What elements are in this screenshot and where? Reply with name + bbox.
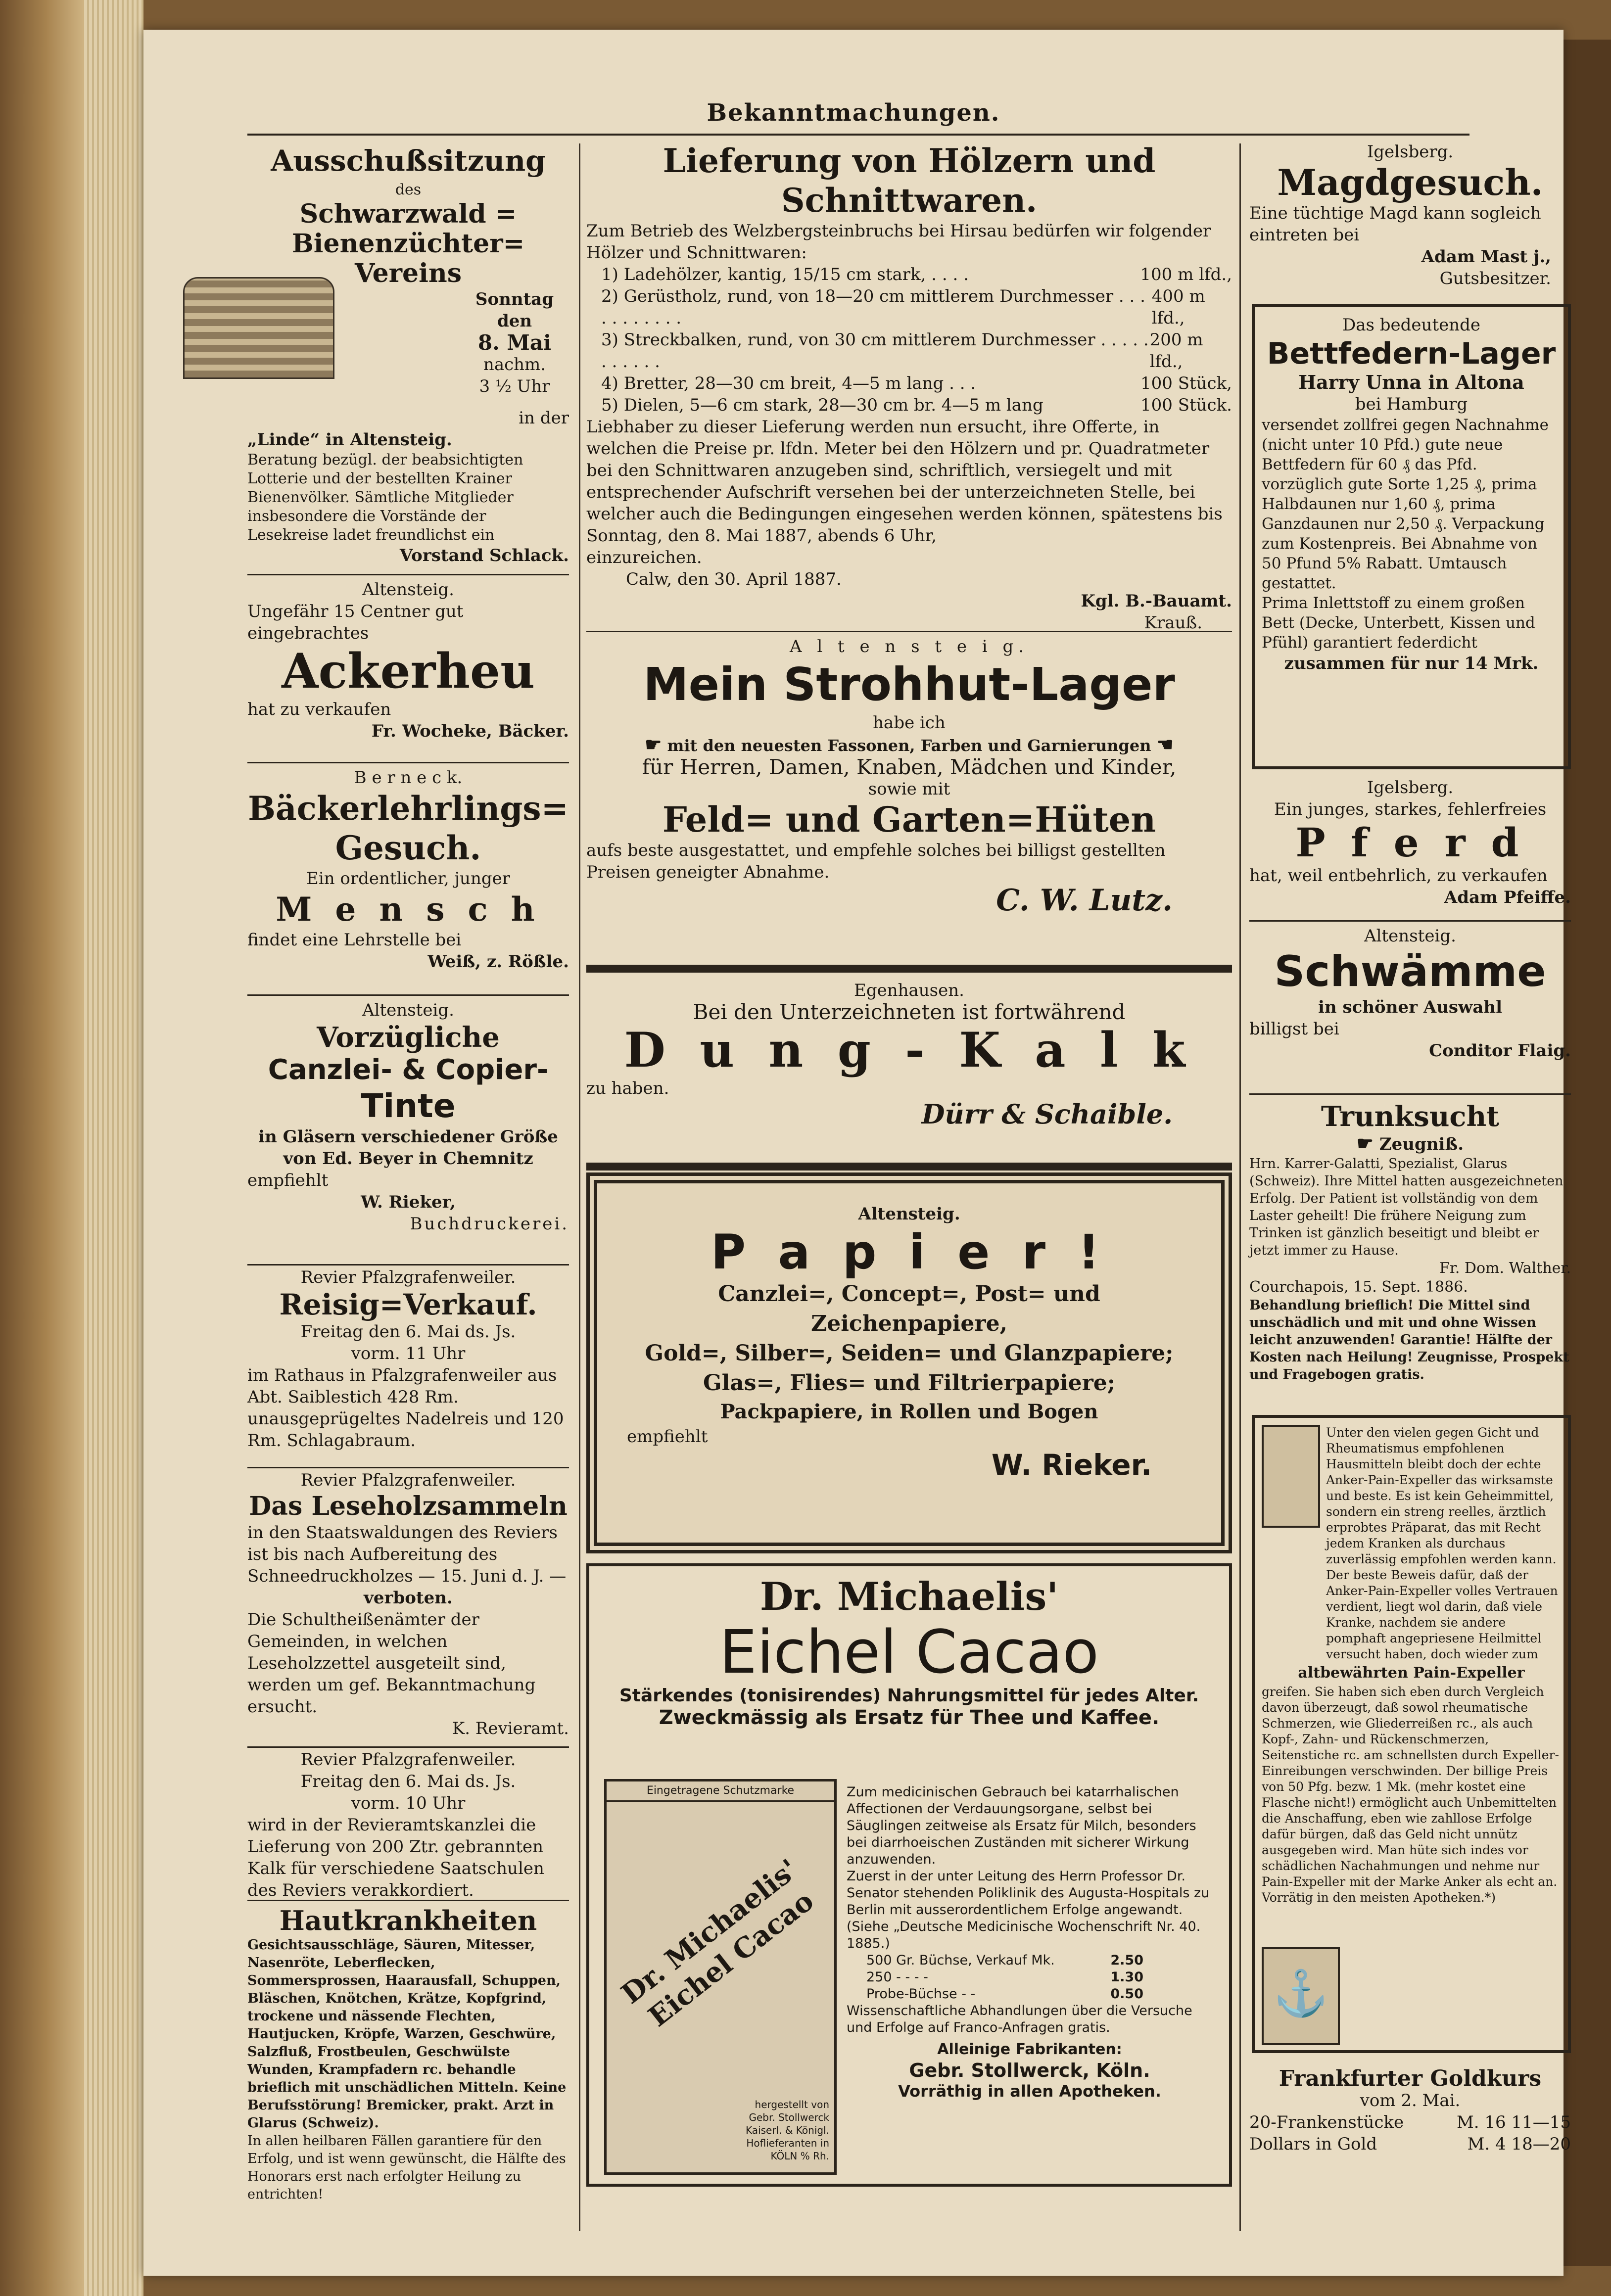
magd-title: Magdgesuch. <box>1277 161 1543 203</box>
hoelzer-intro: Zum Betrieb des Welzbergsteinbruchs bei Hirsau bedürfen wir folgender Hölzer und Schnittwaren: <box>586 221 1211 263</box>
bettfedern-footer: zusammen für nur 14 Mrk. <box>1284 654 1539 673</box>
ad-pferd <box>1249 777 1571 908</box>
gold-row-label: Dollars in Gold <box>1249 2134 1377 2154</box>
strohhut-title: Mein Strohhut-Lager <box>643 658 1175 711</box>
bettfedern-l1: Das bedeutende <box>1342 315 1481 335</box>
baecker-text: Ein ordentlicher, junger <box>306 869 510 889</box>
ad-leseholz <box>247 1469 569 1739</box>
reisig-text: im Rathaus in Pfalzgrafenweiler aus Abt. Saiblestich 428 Rm. unausgeprügeltes Nadelreis und 120 Rm. Schlagabraum. <box>247 1365 564 1451</box>
strohhut-l1: habe ich <box>873 713 946 733</box>
ad-anker <box>1252 1415 1571 2053</box>
leseholz-title: Das Leseholzsammeln <box>249 1491 568 1521</box>
page-stack-edge <box>84 0 143 2296</box>
beehive-illustration <box>183 277 334 379</box>
haut-text2: In allen heilbaren Fällen garantiere für den Erfolg, und ist wenn gewünscht, die Hälfte des Honorars erst nach erfolgter Heilung zu entrichten! <box>247 2133 566 2202</box>
ad-bettfedern <box>1252 304 1571 769</box>
cacao-sub1: Stärkendes (tonisirendes) Nahrungsmittel für jedes Alter. <box>619 1686 1199 1706</box>
papier-place: Altensteig. <box>858 1204 960 1224</box>
cacao-price-list <box>847 1952 1143 2003</box>
ausschuss-in-der: in der <box>519 408 569 428</box>
bettfedern-text2: Prima Inlettstoff zu einem großen Bett (Decke, Unterbett, Kissen und Pfühl) garantiert federdicht <box>1262 594 1535 652</box>
ad-dung <box>586 980 1232 1129</box>
ausschuss-day: Sonntag <box>475 289 554 309</box>
hoelzer-text: Liebhaber zu dieser Lieferung werden nun ersucht, ihre Offerte, in welchen die Preise pr. lfdn. Meter bei den Hölzern und pr. Quadratmeter bei den Schnittwaren anzugeben sind, schriftlich, versiegelt und mit entsprechender Aufschrift versehen bei der unterzeichneten Stelle, bei welcher auch die Bedingungen eingesehen werden können, spätestens bis Sonntag, den 8. Mai 1887, abends 6 Uhr, <box>586 417 1223 546</box>
rule <box>247 1264 569 1265</box>
anker-anchor-illustration <box>1262 1947 1340 2045</box>
reisig-place: Revier Pfalzgrafenweiler. <box>300 1267 516 1287</box>
strohhut-title2: Feld= und Garten=Hüten <box>662 799 1156 840</box>
pferd-sig: Adam Pfeiffe. <box>1444 888 1571 907</box>
book-binding <box>0 0 84 2296</box>
trunk-text: Hrn. Karrer-Galatti, Spezialist, Glarus (Schweiz). Ihre Mittel hatten ausgezeichneten Erfolg. Der Patient ist vollständig von dem Laster geheilt! Die frühere Neigung zum Trinken ist gänzlich beseitigt und bleibt er jetzt immer zu Hause. <box>1249 1156 1564 1258</box>
hoelzer-text2: einzureichen. <box>586 548 702 567</box>
kalk-text: wird in der Revieramtskanzlei die Lieferung von 200 Ztr. gebrannten Kalk für verschiedene Saatschulen des Reviers verakkordiert. <box>247 1815 544 1900</box>
rule <box>247 574 569 575</box>
price-value: 2.50 <box>1110 1953 1143 1968</box>
tinte-title2: Canzlei- & Copier- <box>268 1054 549 1086</box>
header-rule <box>247 134 1469 136</box>
ausschuss-text: Beratung bezügl. der beabsichtigten Lotterie und der bestellten Krainer Bienenvölker. Sämtliche Mitglieder insbesondere die Vorstände der Lesekreise ladet freundlichst ein <box>247 451 523 544</box>
papier-sig: W. Rieker. <box>991 1448 1152 1482</box>
strohhut-l2-wrap <box>586 734 1232 756</box>
item-qty: 100 Stück. <box>1140 395 1232 415</box>
newspaper-page <box>143 30 1571 2276</box>
reisig-title: Reisig=Verkauf. <box>279 1288 537 1321</box>
leseholz-text2: Die Schultheißenämter der Gemeinden, in welchen Leseholzzettel ausgeteilt sind, werden um gef. Bekanntmachung ersucht. <box>247 1610 536 1717</box>
ad-cacao <box>586 1563 1232 2187</box>
dung-sig: Dürr & Schaible. <box>921 1098 1173 1130</box>
reisig-date: Freitag den 6. Mai ds. Js. <box>300 1322 516 1342</box>
item-text: 3) Streckbalken, rund, von 30 cm mittlerem Durchmesser . . . . . . . . . . . <box>601 330 1149 372</box>
trunk-text2: Behandlung brieflich! Die Mittel sind unschädlich und mit und ohne Wissen leicht anzuwenden! Garantie! Hälfte der Kosten nach Heilung! Zeugnisse, Prospekt und Fragebogen gratis. <box>1249 1298 1569 1382</box>
cacao-pack-label: Eingetragene Schutzmarke <box>607 1781 834 1802</box>
schwaemme-l2: billigst bei <box>1249 1019 1339 1039</box>
tinte-sig: W. Rieker, <box>361 1192 456 1212</box>
ad-gold <box>1249 2068 1571 2155</box>
cacao-text3: (Siehe „Deutsche Medicinische Wochenschrift Nr. 40. 1885.) <box>847 1919 1201 1951</box>
rule <box>586 631 1232 632</box>
tinte-place: Altensteig. <box>362 1000 454 1020</box>
dung-title: D u n g - K a l k <box>624 1022 1194 1078</box>
rule <box>586 965 1232 973</box>
ad-tinte <box>247 999 569 1235</box>
baecker-mensch: M e n s c h <box>276 890 541 929</box>
strohhut-place: A l t e n s t e i g. <box>789 637 1029 656</box>
ad-trunk <box>1249 1101 1571 1383</box>
rule <box>1249 920 1571 922</box>
hoelzer-sig2: Krauß. <box>1144 613 1202 633</box>
ad-haut <box>247 1905 569 2203</box>
bettfedern-l2: Harry Unna in Altona <box>1298 371 1524 393</box>
reisig-time: vorm. 11 Uhr <box>351 1344 466 1363</box>
price-value: 0.50 <box>1110 1986 1143 2002</box>
list-item <box>601 264 1232 285</box>
schwaemme-title: Schwämme <box>1274 947 1546 996</box>
ad-magd <box>1249 141 1571 289</box>
baecker-text2: findet eine Lehrstelle bei <box>247 930 462 950</box>
baecker-place: B e r n e c k. <box>354 768 463 788</box>
item-qty: 200 m lfd., <box>1149 330 1203 372</box>
trunk-sig: Fr. Dom. Walther. <box>1439 1260 1571 1277</box>
rule <box>247 1746 569 1748</box>
list-item <box>866 1952 1143 1969</box>
dung-place: Egenhausen. <box>854 981 964 1000</box>
ackerheu-text: Ungefähr 15 Centner gut eingebrachtes <box>247 602 464 643</box>
tinte-text2: empfiehlt <box>247 1171 329 1190</box>
bettfedern-title: Bettfedern-Lager <box>1267 336 1556 371</box>
papier-l3: Glas=, Flies= und Filtrierpapiere; <box>703 1370 1115 1396</box>
magd-sig2: Gutsbesitzer. <box>1439 269 1551 288</box>
ackerheu-place: Altensteig. <box>362 580 454 600</box>
tinte-title1: Vorzügliche <box>317 1021 500 1054</box>
trunk-zeug: Zeugniß. <box>1379 1134 1464 1154</box>
schwaemme-l1: in schöner Auswahl <box>1318 997 1502 1017</box>
tinte-title3: Tinte <box>361 1087 456 1125</box>
leseholz-sig: K. Revieramt. <box>452 1719 569 1738</box>
item-qty: 400 m lfd., <box>1151 286 1205 328</box>
dung-l2: zu haben. <box>586 1078 669 1098</box>
ausschuss-des: des <box>395 181 422 198</box>
bettfedern-l3: bei Hamburg <box>1355 394 1468 414</box>
ad-schwaemme <box>1249 925 1571 1062</box>
ausschuss-date: 8. Mai <box>477 330 552 355</box>
table-row <box>1249 2133 1571 2155</box>
hoelzer-date: Calw, den 30. April 1887. <box>626 569 842 589</box>
cacao-fab: Alleinige Fabrikanten: <box>937 2041 1122 2058</box>
baecker-sig: Weiß, z. Rößle. <box>427 952 569 972</box>
papier-title: P a p i e r ! <box>711 1224 1108 1280</box>
ackerheu-text2: hat zu verkaufen <box>247 700 391 719</box>
ausschuss-title: Ausschußsitzung <box>271 144 546 178</box>
rule <box>247 1467 569 1468</box>
list-item <box>866 1986 1143 2003</box>
trunk-date: Courchapois, 15. Sept. 1886. <box>1249 1278 1468 1296</box>
strohhut-l4: sowie mit <box>868 779 950 799</box>
cacao-sub2: Zweckmässig als Ersatz für Thee und Kaffee. <box>659 1706 1160 1729</box>
pferd-place: Igelsberg. <box>1367 778 1454 797</box>
baecker-title2: Gesuch. <box>335 829 481 867</box>
item-qty: 100 m lfd., <box>1140 265 1232 284</box>
papier-l5: empfiehlt <box>627 1427 708 1447</box>
cacao-pack-brand: Dr. Michaelis' Eichel Cacao <box>615 1853 820 2033</box>
papier-l4: Packpapiere, in Rollen und Bogen <box>720 1400 1098 1423</box>
schwaemme-place: Altensteig. <box>1364 926 1456 946</box>
ad-baecker <box>247 767 569 973</box>
tinte-sig2: Buchdruckerei. <box>410 1214 569 1234</box>
strohhut-l3: für Herren, Damen, Knaben, Mädchen und Kinder, <box>642 755 1177 779</box>
rule <box>586 1163 1232 1171</box>
cacao-pack-maker: hergestellt von Gebr. Stollwerck Kaiserl. & Königl. Hoflieferanten in KÖLN % Rh. <box>746 2099 829 2162</box>
list-item <box>866 1969 1143 1986</box>
pferd-text2: hat, weil entbehrlich, zu verkaufen <box>1249 866 1548 886</box>
anker-text: Unter den vielen gegen Gicht und Rheumatismus empfohlenen Hausmitteln bleibt doch der echte Anker-Pain-Expeller das wirksamste und beste. Es ist kein Geheimmittel, sondern ein streng reelles, ärztlich erprobtes Präparat, das mit Recht jedem Kranken als durchaus zuverlässig empfohlen werden kann. Der beste Beweis dafür, daß der Anker-Pain-Expeller volles Vertrauen verdient, liegt wol darin, daß viele Kranke, nachdem sie andere pomphaft angepriesene Heilmittel versucht haben, doch wieder zum <box>1326 1425 1558 1661</box>
cacao-fab-name: Gebr. Stollwerck, Köln. <box>909 2060 1150 2081</box>
bettfedern-text: versendet zollfrei gegen Nachnahme (nicht unter 10 Pfd.) gute neue Bettfedern für 60 ₰ das Pfd. vorzüglich gute Sorte 1,25 ₰, prima Halbdaunen nur 1,60 ₰, prima Ganzdaunen nur 2,50 ₰. Verpackung zum Kostenpreis. Bei Abnahme von 50 Pfund 5% Rabatt. Umtausch gestattet. <box>1262 416 1549 592</box>
anker-text2: greifen. Sie haben sich eben durch Vergleich davon überzeugt, daß sowol rheumatische Schmerzen, wie Gliederreißen rc., als auch Kopf-, Zahn- und Rückenschmerzen, Seitenstiche rc. am schnellsten durch Expeller-Einreibungen verschwinden. Der billige Preis von 50 Pfg. bezw. 1 Mk. (mehr kostet eine Flasche nicht!) ermöglicht auch Unbemittelten die Anschaffung, eben wie zahllose Erfolge dafür bürgen, daß das Geld nicht unnütz ausgegeben wird. Man hüte sich indes vor schädlichen Nachahmungen und nehme nur Pain-Expeller mit der Marke Anker als echt an. Vorrätig in den meisten Apotheken.*) <box>1262 1685 1559 1905</box>
ad-reisig <box>247 1266 569 1452</box>
haut-title: Hautkrankheiten <box>279 1905 537 1936</box>
papier-l2: Gold=, Silber=, Seiden= und Glanzpapiere; <box>645 1341 1174 1366</box>
price-label: Probe-Büchse - - <box>866 1986 976 2002</box>
kalk-place: Revier Pfalzgrafenweiler. <box>300 1750 516 1770</box>
list-item <box>601 329 1232 373</box>
gold-row-value: M. 4 18—20 <box>1467 2134 1571 2154</box>
ausschuss-den: den <box>497 311 532 331</box>
pointing-hand-icon: ☛ <box>645 733 662 755</box>
list-item <box>601 394 1232 416</box>
anchor-icon: ⚓ <box>1273 1968 1329 2019</box>
cacao-text4: Wissenschaftliche Abhandlungen über die Versuche und Erfolge auf Franco-Anfragen gratis. <box>847 2003 1192 2035</box>
page-header: Bekanntmachungen. <box>707 99 1000 127</box>
pointing-hand-icon: ☛ <box>1356 1132 1374 1154</box>
magd-place: Igelsberg. <box>1367 142 1454 162</box>
strohhut-sig: C. W. Lutz. <box>996 883 1173 918</box>
ad-ackerheu <box>247 579 569 742</box>
ackerheu-sig: Fr. Wocheke, Bäcker. <box>371 721 569 741</box>
papier-l1: Canzlei=, Concept=, Post= und Zeichenpapiere, <box>718 1281 1100 1336</box>
rule <box>247 762 569 763</box>
ad-papier <box>586 1172 1232 1553</box>
cacao-footer: Vorräthig in allen Apotheken. <box>898 2082 1161 2101</box>
ausschuss-verein: Schwarzwald = Bienenzüchter= <box>291 199 525 259</box>
item-qty: 100 Stück, <box>1140 374 1232 393</box>
cacao-brand: Dr. Michaelis' <box>759 1574 1059 1619</box>
ausschuss-verein2: Vereins <box>355 258 462 288</box>
price-label: 500 Gr. Büchse, Verkauf Mk. <box>866 1953 1055 1968</box>
column-divider-2 <box>1239 143 1241 2231</box>
trunk-zeug-wrap <box>1249 1132 1571 1155</box>
item-text: 2) Gerüstholz, rund, von 18—20 cm mittlerem Durchmesser . . . . . . . . . . . <box>601 286 1145 328</box>
schwaemme-sig: Conditor Flaig. <box>1429 1041 1571 1061</box>
pointing-hand-icon: ☚ <box>1156 733 1174 755</box>
rule <box>1249 1093 1571 1095</box>
tinte-text: in Gläsern verschiedener Größe von Ed. Beyer in Chemnitz <box>258 1127 558 1169</box>
ad-kalk <box>247 1749 569 1901</box>
leseholz-verboten: verboten. <box>364 1588 453 1608</box>
ausschuss-sig: Vorstand Schlack. <box>399 546 569 565</box>
kalk-time: vorm. 10 Uhr <box>351 1793 466 1813</box>
pferd-text: Ein junges, starkes, fehlerfreies <box>1274 799 1547 819</box>
column-divider-1 <box>579 143 580 2231</box>
anker-initial-illustration <box>1262 1425 1320 1528</box>
rule <box>247 1900 569 1901</box>
ad-hoelzer <box>586 141 1232 634</box>
hoelzer-list <box>586 264 1232 416</box>
kalk-date: Freitag den 6. Mai ds. Js. <box>300 1772 516 1791</box>
ausschuss-time1: nachm. <box>483 355 546 375</box>
table-row <box>1249 2111 1571 2133</box>
cacao-text2: Zuerst in der unter Leitung des Herrn Professor Dr. Senator stehenden Poliklinik des Augusta-Hospitals zu Berlin mit ausserordentlichem Erfolge angewandt. <box>847 1869 1210 1918</box>
cacao-text-block <box>847 1784 1213 2100</box>
cacao-title: Eichel Cacao <box>719 1618 1099 1687</box>
hoelzer-sig: Kgl. B.-Bauamt. <box>1081 591 1232 611</box>
strohhut-text: aufs beste ausgestattet, und empfehle solches bei billigst gestellten Preisen geneigter Abnahme. <box>586 841 1166 882</box>
pferd-title: P f e r d <box>1295 819 1525 866</box>
item-text: 4) Bretter, 28—30 cm breit, 4—5 m lang . . . <box>601 374 976 393</box>
magd-text: Eine tüchtige Magd kann sogleich eintreten bei <box>1249 203 1541 245</box>
list-item <box>601 285 1232 329</box>
ackerheu-title: Ackerheu <box>282 643 535 699</box>
price-value: 1.30 <box>1110 1969 1143 1985</box>
hoelzer-title: Lieferung von Hölzern und Schnittwaren. <box>663 141 1156 220</box>
gold-title: Frankfurter Goldkurs <box>1279 2066 1542 2091</box>
leseholz-text: in den Staatswaldungen des Reviers ist bis nach Aufbereitung des Schneedruckholzes — 15. Juni d. J. — <box>247 1523 567 1586</box>
magd-sig: Adam Mast j., <box>1421 247 1551 267</box>
item-text: 5) Dielen, 5—6 cm stark, 28—30 cm br. 4—5 m lang <box>601 395 1043 415</box>
strohhut-l2: mit den neuesten Fassonen, Farben und Garnierungen <box>667 736 1151 755</box>
gold-row-label: 20-Frankenstücke <box>1249 2112 1404 2132</box>
gold-date: vom 2. Mai. <box>1360 2091 1461 2110</box>
price-label: 250 - - - - <box>866 1969 928 1985</box>
cacao-package-illustration <box>604 1779 837 2175</box>
baecker-title1: Bäckerlehrlings= <box>248 789 569 828</box>
trunk-title: Trunksucht <box>1321 1100 1500 1133</box>
ad-strohhut <box>586 636 1232 918</box>
anker-title: altbewährten Pain-Expeller <box>1298 1664 1525 1682</box>
item-text: 1) Ladehölzer, kantig, 15/15 cm stark, . . . . <box>601 265 969 284</box>
list-item <box>601 373 1232 394</box>
ausschuss-ort: „Linde“ in Altensteig. <box>247 430 452 450</box>
ausschuss-time2: 3 ½ Uhr <box>479 376 550 396</box>
leseholz-place: Revier Pfalzgrafenweiler. <box>300 1470 516 1490</box>
cacao-text1: Zum medicinischen Gebrauch bei katarrhalischen Affectionen der Verdauungsorgane, selbst bei Säuglingen zeitweise als Ersatz für Milch, besonders bei diarrhoeischen Zuständen mit sicherer Wirkung anzuwenden. <box>847 1784 1196 1867</box>
haut-text: Gesichtsausschläge, Säuren, Mitesser, Nasenröte, Leberflecken, Sommersprossen, Haarausfall, Schuppen, Bläschen, Knötchen, Krätze, Kopfgrind, trockene und nässende Flechten, Hautjucken, Kröpfe, Warzen, Geschwüre, Salzfluß, Frostbeulen, Geschwülste Wunden, Krampfadern rc. behandle brieflich mit unschädlichen Mitteln. Keine Berufsstörung! Bremicker, prakt. Arzt in Glarus (Schweiz). <box>247 1937 567 2131</box>
dung-l1: Bei den Unterzeichneten ist fortwährend <box>693 1000 1126 1024</box>
gold-row-value: M. 16 11—15 <box>1456 2112 1571 2132</box>
rule <box>247 994 569 996</box>
